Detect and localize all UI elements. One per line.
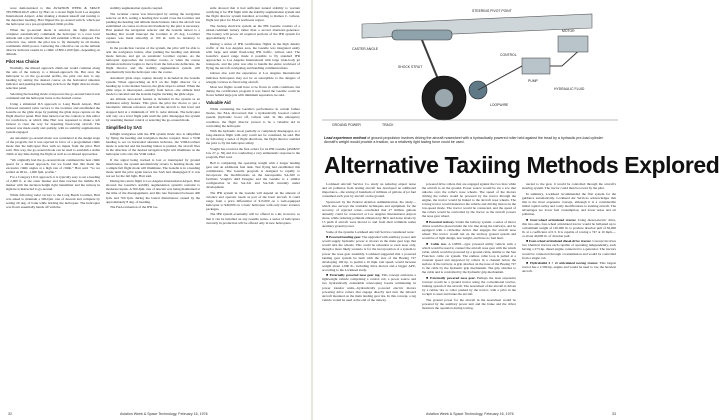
right-masthead: Aviation Week & Space Technology, February 16, 1976	[426, 412, 514, 416]
left-masthead: Aviation Week & Space Technology, February 16, 1976	[120, 412, 208, 416]
body-paragraph: Inflight navigation with the IFR system mode also is simplified by flying the heading and navigation modes coupled. Once a VOR heading is set on horizontal situation indicator, the VOR/localizer mode is selected and the heading button is pushed, the aircraft flies in the direction of the desired navigation light will illuminate as the helicopter rolls onto the VOR radial.	[106, 131, 200, 156]
bullet-paragraph	[422, 276, 516, 296]
page-gutter	[311, 0, 313, 420]
label-ground: GROUND POWER	[332, 123, 361, 127]
pump-box	[522, 58, 550, 74]
landing-gear-diagram	[322, 6, 618, 134]
body-paragraph: The localizer course was intercepted by setting the navigation selector on ILS, setting a heading that would cross the localizer and pushing the heading and altitude mode buttons. Once the aircraft was established on course no more involvement by the pilot is necessary. Hart pushed the navigation selector and the Gazelle turned to a heading that would intercept the localizer at 45 deg. Localizer capture was made smoothly at 100 kt. with no tendency to overshoot.	[106, 11, 200, 44]
bullet-text: Perhaps the least expensive concept would be a ground tractor using the conventional towbar-braking system of the aircraft. The nosewheel of the aircraft is driven by a rubber tire or roller pushed by the tractor, with a pilot in the cockpit to steer and brake the aircraft.	[422, 275, 516, 296]
body-paragraph: When the go-around mode is selected, the flight director computer automatically commands the helicopter to a rotor level attitude and a pitch attitude that will establish a 90-kt. airspeed. The collective cue, which the pilot has to fly manually in all modes, commands climb power. Centering the collective cue on the attitude director indicator results in a climb of 800-1,000 fpm., depending on altitude.	[6, 27, 100, 57]
bullet-text: Under the taxiway system, a series of motor drives would be placed under the tow line along the taxiways, and be equipped with a cable-like device that engages the aircraft nose wheel. The tractor would run on the taxiway ground system and would be of light design, less weight, and have no fuel burn.	[422, 220, 516, 241]
bullet-lead: ■ Cable tow.	[426, 241, 447, 246]
body-paragraph: nected to the gear, it would be controlled through the aircraft's steering system. The tractor could then be towed by the pilot.	[522, 182, 616, 191]
body-paragraph: Using a simulated ILS approach to Long Beach Airport, Hart followed standard radar vectors to the localizer and established the Gazelle on the glide slope by pushing the glide slope capture on the flight director panel. Hart then turned over the controls to this editor for touchdown, at which time Hart was requested to make a left turnout to clear the way for departing fixed-wing aircraft. The turnout was made easily and quickly, with no stability augmentation system engaged.	[6, 101, 100, 135]
label-control: CONTROL	[500, 53, 517, 57]
bullet-text: Using diesel-electric drive, this two-axle, four-wheel articulated tractor would be ballasted up to a maximum weight of 120,000 lb. to produce drawbar pull of 36,000 lb. at a coefficient of 0.3. It is capable of towing a 747 at 10 mph.—or about 40,000 lb. of drawbar pull.	[522, 217, 616, 238]
body-paragraph: Sponsored by the Federal Aviation Administration, the study—which also surveys the available techniques and equipment for the recovery of rejected water—concluded that 27 million gallons annually could be conserved at Los Angeles International Airport alone, while reducing pollutant emission by 86% and noise levels by 15 pndb if aircraft were moved to and from their terminals under auxiliary ground power.	[322, 199, 416, 229]
body-paragraph: The IFR system in the Gazelle will depend on the amount of avionics and operator needs as part of the basic aircraft. It could range from a price differential of $15,000 on a well-equipped helicopter to $40,000 on a basic helicopter with only basic avionics packages.	[206, 190, 300, 211]
right-column-3	[522, 182, 616, 275]
label-pump: PUMP	[528, 79, 538, 83]
body-paragraph: Automatic glide slope capture already is included in the Gazelle system. When approaching an ILS on the flight director for a heading up to the marker beacon, the glide slope is armed. When the glide slope is intercepted—usually from below—the altitude hold mode is canceled and the Gazelle begins tracking the glide slope.	[106, 75, 200, 96]
body-paragraph: The ground power for the aircraft in the nosewheel would be powered by the auxiliary power unit and the brake and the driver monitors the operation during towing.	[422, 297, 516, 310]
bullet-text: Concept involves two identical tractors each capable of operating independently, each having a 273-hp. diesel engine connected to a generator. The tractors would be connected through a transmission and would be controlled from a single cab.	[522, 239, 616, 260]
label-track: TRACK	[382, 123, 394, 127]
body-paragraph: Lockheed Aircraft Service Co. study on reducing airport noise and air pollution from taxiing aircraft has developed an additional importance—the saving of hundreds of millions of gallons of jet fuel consumed each year by aircraft on the ground.	[322, 182, 416, 199]
motor-box	[558, 36, 588, 52]
body-paragraph: In the production version of the system, the pilot will be able to arm the navigation button, after pushing the heading and altitude mode buttons, and get an automatic localizer capture. As the helicopter approaches the localizer course, or when the course deviation indicator begins to move from the full-scale deflection, the flight director and the stability augmentation system will automatically turn the helicopter onto the course.	[106, 45, 200, 74]
label-motor: MOTOR	[562, 29, 575, 33]
body-paragraph: If the signal being tracked is lost or interrupted by ground interference, the system automatically reverts to heading mode, and a simple full flight mode will illuminate. The Gazelle is in a heading mode until the pilot again knows the SAS had disengaged if it was not set for the fail light, Hart said.	[106, 157, 200, 178]
bullet-lead: ■ Powered landing gear.	[326, 235, 362, 240]
body-paragraph: stability augmentation system coupled.	[110, 6, 163, 10]
left-column-1	[6, 6, 100, 211]
right-page	[316, 0, 719, 420]
body-paragraph: During the return flight to Los Angeles International Airport, Hart showed the Gazelle's stability augmentation system's restraint to moderate inputs. A 500-fpm. rate of descent was being maintained at the time of the disengagement, and this rate fluctuated between 400 fpm. and 700 fpm. during the lateral disturbances caused by the approximately 8 deg. of heading.	[106, 179, 200, 204]
bullet-lead: ■ Powered taxiway.	[426, 220, 455, 225]
bullet-lead: ■ Externally powered nose gear.	[426, 275, 476, 280]
bullet-text: This concept envisions a lightweight vehicle comprising a control cab, a power source and two hydraulically extendable telescoping booms terminating in power transfer units—hydraulically powered electric motors powering drive rollers that engage directly and turn the inboard aircraft mounted on the main landing gear tire. In this concept, a tug vehicle would be used at the end of the runway.	[322, 273, 416, 302]
right-column-2	[422, 182, 516, 311]
body-paragraph: were demonstrated to this AVIATION WEEK & SPACE TECHNOLOGY editor by Hart on a recent flight from Los Angeles International Airport. After making a manual takeoff and turning to the departure heading, Hart flipped the go-around switch, which put the helicopter on a pre-programmed climb profile.	[6, 6, 100, 27]
body-paragraph: Selecting the heading mode overpowers the go-around lateral axis command and the helicopter turns to the desired course.	[6, 92, 100, 101]
body-paragraph: For a Category I ILS approach, it is typically easy to set a heading of 2,000 ft. at the outer marker and then reached the middle ILS marker with the decision height right transmitter and the runway in sight he is instructed to go-around.	[6, 175, 100, 192]
body-paragraph: Normally, the missed approach climb-out would continue along the axis of the runway to a missed-approach fix. But once the helicopter is on the go-around profile, the pilot can turn to any heading by setting the desired course on the horizontal situation indicator and pushing the heading switch on the flight director mode-selection panel.	[6, 66, 100, 91]
body-paragraph: While following radar vectors to the Long Beach localizer, Hart was asked to maintain a 500-fpm. rate of descent and complete by setting 20 deg. of bank while holding the helicopter. The helicopter was flown essentially hands off with the	[6, 193, 100, 210]
body-paragraph: An altitude aero-level feature is included in the system as an additional safety feature. This gives the pilot the choice to put a barometric altitude reference and hold the aircraft to that level and stopped hold at a minimum of 100 ft. radar altitude. The helicopter will stay on a level flight path until the pilot disengages the system by assuming manual control or selecting the go-around mode.	[106, 97, 200, 122]
label-steering: STEERING PIVOT POINT	[472, 9, 512, 13]
body-paragraph: While evaluating the Gazelle's performance in certain failure modes, the FAA discovered that a hydraulically boosted control system (hydraulic boost off, Gibson said. In this emergency condition, the flight director proved to be a valuable aid in controlling the helicopter.	[206, 107, 300, 128]
body-paragraph: zelle showed that it had sufficient natural stability to warrant certifying it for IFR flight with the stability augmentation system and the flight director system installed, according to Ramon C. Gibson, flight test pilot for FAA's northwest region.	[206, 6, 300, 23]
bullet-paragraph	[322, 235, 416, 271]
left-column-3	[206, 6, 300, 226]
bullet-lead: ■ Externally powered nose gear tug.	[326, 273, 381, 278]
body-paragraph: Some of the systems Lockheed Aircraft Service considered were:	[326, 229, 415, 234]
bullet-paragraph	[322, 273, 416, 301]
article-headline: Alternative Taxiing Methods Explored	[324, 152, 719, 178]
bullet-paragraph	[422, 242, 516, 274]
right-column-1	[322, 182, 416, 303]
bullet-text: This largest tractor has a 1,500-hp. engine and would be used to tow the heaviest aircraft.	[522, 261, 616, 274]
left-page-number: 32	[8, 412, 12, 416]
section-subhead: Pilot Has Choice	[6, 59, 40, 65]
body-paragraph: The IFR system eventually will be offered as a kit, however, so that it can be installed on any Gazelle series, a series of helicopters currently in production will be offered only in new helicopters.	[206, 212, 300, 225]
bullet-lead: ■ Four-wheel articulated diesel-drive tractor.	[526, 239, 592, 244]
caption-lead: Lead experience method	[324, 136, 367, 140]
steering-cylinder	[392, 30, 452, 40]
body-paragraph: powered drive rollers that are engaged against the two tires while the aircraft is on the ground. Power source would be via a tow that unlocks onto the roller's nose wheels. The speed of the motors driving the rollers would be powered by the tractor through the engine, the tractor would be linked to the aircraft nose wheels. The towing tractor would maneuver the vehicle and driving motors in the low-speed mode. The tractor would be connected, and the speed of the rollers would be controlled by the tractor as the aircraft powers the nose gear wheel.	[422, 182, 516, 219]
right-page-number: 33	[612, 412, 616, 416]
body-paragraph: Gibson also said the experience at Los Angeles International indicates helicopters may not be as susceptible to the dangers of wingtip vortices as fixed-wing aircraft.	[206, 71, 300, 84]
label-shock: SHOCK STRUT	[398, 65, 423, 69]
left-column-2	[106, 6, 200, 211]
section-subhead: Valuable Aid	[206, 100, 231, 106]
left-page	[0, 0, 308, 420]
body-paragraph: The FAA evaluation of the IFR Ga-	[110, 205, 159, 210]
figure-caption	[324, 136, 616, 145]
body-paragraph: Vought has received the first orders for its IFR Gazelle (AW&ST Jan. 27, p. 59) and it is conducting a very enthusiastic response to the program, Hart said.	[206, 146, 300, 160]
body-paragraph: During a series of IFR certification flights in the high density traffic of the Los Angeles area, the Gazelle was integrated easily with large and small fixed-wing IFR traffic, Gibson said. The Gazelle's speed range made it possible to fly standard IFR approaches to Los Angeles International with large wide-body jet transports, and the pilot was able to handle the entire workload of flying the aircraft, navigating and handling communications.	[206, 41, 300, 70]
bullet-text: The upgraded with auxiliary power unit would supply hydraulic power to motors in the main gear legs that would turn the wheels. This could be extended or even nose only, though a more likely scenario is for the incorporation of a system to power the nose gear assembly. Lockheed suggested that a powered landing gear system be built with the size of the Boeing 727 developing 100 hp. to permit a 10 mph. taxi speed, would increase weight about 1,000 lb., including drive motors and a bigger APU, according to the Lockheed study.	[322, 235, 416, 272]
body-paragraph: In summary, Lockheed recommended the first system for the guidance automatically. Lockheed Air Services acknowledges that this is the most expensive concept, although it is a considerable initial capital outlay and costly modifications to existing aircraft. The advantages are lower fuel consumption, and lower noise and air pollution.	[522, 191, 616, 216]
label-coil: LOOPWIRE	[490, 103, 509, 107]
bullet-paragraph	[522, 239, 616, 259]
body-paragraph: Bell is completing the operating weight with a longer landing gear and an additional fuel tank. Test flying had established this combination. The Gazelle program is designed to rapidly to incorporate the modifications on the Aérospatiale SA-360 to facilitate Vought's ARI Douglas and the Gazelle is a similar configuration in the SA-341 and SA-346 currently under development.	[206, 160, 300, 189]
body-paragraph: An automatic go-around mode was considered at the design stage of the program, but it was rejected in favor of a programmed climb mode that the helicopter flies with no inputs from the pilot. Hart said. This way, the go-around mode can be used to establish a stable climb at any time during the flight as well as on missed approaches.	[6, 135, 100, 156]
bullet-lead: ■ Hydrobuild 4 × 2i articulated towing tractor.	[526, 261, 599, 266]
bullet-lead: ■ Four-wheel articulated tractor.	[526, 217, 577, 222]
label-caster: CASTER ANGLE	[352, 47, 379, 51]
wheel-hub	[435, 89, 453, 107]
caption-text: of ground propulsion involves driving the aircraft nosewheel with a hydraulically powered roller held against the tread by a hydraulic pre-load cylinder. Aircraft's weight would provide a traction, so a relatively light towing force could be used.	[324, 136, 604, 145]
body-paragraph: The backup electrical system on the IFR Gazelle consists of a nickel-cadmium battery rather than a second alternator-generator. The battery will power all required portions of the IFR system for approximately 1 hr.	[206, 23, 300, 40]
section-subhead: Simplified by SAS	[106, 124, 142, 130]
bullet-paragraph	[522, 261, 616, 273]
bullet-paragraph	[422, 220, 516, 240]
bullet-text: A CMSP—type powered utility vehicle with a winch would be used to connect the aircraft nose gear with the winch cable, which would be powered by a ground cable, similar to the San Francisco cable car system. The endless cable loop is pulled at a constant speed and supported by rollers in a channel below the surface of the taxiway. A grip attaches on the nose of the Boeing 727 to the cable by the hydraulic grip mechanism. The grip attaches to the cable and is controlled by the hydraulic grip mechanism.	[422, 241, 516, 275]
bullet-paragraph	[522, 218, 616, 238]
body-paragraph: With the hydraulic boost partially or completely disengaged, as a long-duration flight with only could not be contained, he said. But by following a series of flight directions, the flight director enabled the pilot to fly the helicopter safely.	[206, 129, 300, 146]
body-paragraph: Most test flights would have to be flown in calm conditions, but during the certification program it was found the Gazelle could be flown behind large jets with minimum separation, he said.	[206, 85, 300, 98]
body-paragraph: “We originally had the go-around mode command the best climb speed for a missed approach, but we found that this made the excessive climb angles at a high rate of climb,” Hart said. “So we settled on 90 kt., 1,000 fpm. profile.”	[6, 157, 100, 174]
label-hydraulic: HYDRAULIC FLUID	[554, 87, 585, 91]
